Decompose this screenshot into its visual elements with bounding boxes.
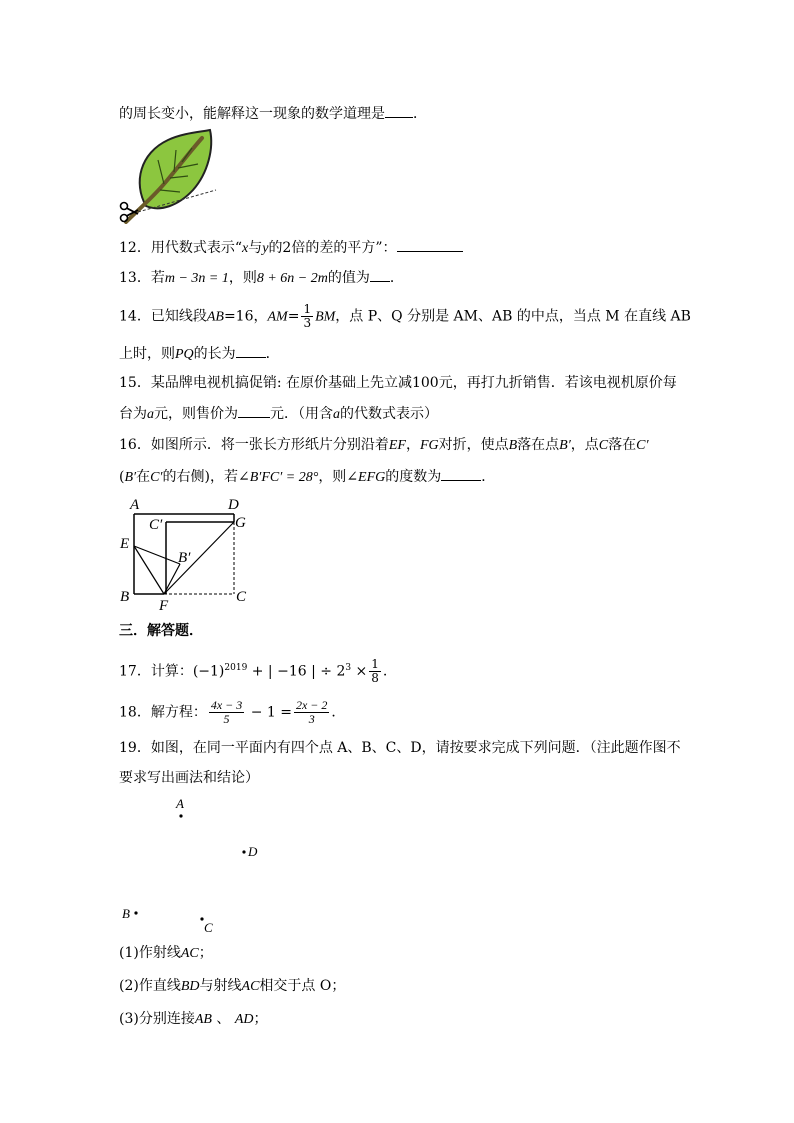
answer-blank[interactable] (397, 237, 463, 252)
q19-part-1: (1)作射线AC； (119, 945, 213, 961)
question-13: 13．若m − 3n = 1，则8 + 6n − 2m的值为 ． (119, 267, 404, 289)
label-c-prime: C′ (149, 517, 163, 533)
answer-blank[interactable] (370, 267, 390, 282)
section-title: 三．解答题． (119, 623, 203, 639)
label-b-prime: B′ (178, 550, 191, 566)
q19-part-2: (2)作直线BD与射线AC相交于点 O； (119, 978, 346, 994)
answer-blank[interactable] (236, 343, 266, 358)
fraction-lhs: $\frac{4x - 3}{5}$ (210, 698, 243, 726)
question-19-line1: 19．如图，在同一平面内有四个点 A、B、C、D，请按要求完成下列问题．（注此题作图不 (119, 740, 681, 756)
label-a: A (130, 497, 140, 513)
fraction-one-eighth: $\frac{1}{8}$ (371, 657, 379, 686)
q11-tail: 的周长变小，能解释这一现象的数学道理是 ． (119, 103, 427, 124)
fraction-rhs: $\frac{2x - 2}{3}$ (295, 698, 328, 726)
point-b-label: B (122, 906, 130, 921)
question-17: 17．计算：$(-1)^{2019}$ + | −16 | ÷ $2^3$ × $\frac{1}{8}$ . (119, 657, 388, 686)
label-f: F (159, 598, 169, 614)
question-19-line2: 要求写出画法和结论） (119, 770, 259, 786)
point-d (242, 850, 245, 853)
label-e: E (120, 536, 130, 552)
point-a (179, 814, 182, 817)
question-15-line2: 台为a元，则售价为 元．（用含a的代数式表示） (119, 403, 438, 425)
answer-blank[interactable] (238, 403, 270, 418)
question-15-line1: 15．某品牌电视机搞促销: 在原价基础上先立减100元，再打九折销售．若该电视机原价每 (119, 375, 677, 391)
question-14-line2: 上时，则PQ的长为 ． (119, 343, 280, 365)
point-d-label: D (248, 844, 258, 859)
answer-blank[interactable] (385, 103, 413, 118)
question-14-line1: 14．已知线段AB=16，AM= $\frac{1}{3}$ BM，点 P、Q 分别是 AM、AB 的中点，当点 M 在直线 AB (119, 302, 691, 330)
fraction-one-third: $\frac{1}{3}$ (303, 302, 312, 330)
question-16-line2: (B′在C′的右侧)，若∠B′FC′ = 28°，则∠EFG的度数为 ． (119, 466, 495, 488)
q19-part-3: (3)分别连接AB 、 AD； (119, 1011, 268, 1027)
point-a-label: A (176, 796, 184, 811)
answer-blank[interactable] (441, 466, 481, 481)
label-b: B (120, 589, 130, 605)
question-12: 12．用代数式表示“x与y的2倍的差的平方”： (119, 237, 463, 259)
question-16-line1: 16．如图所示．将一张长方形纸片分别沿着EF，FG对折，使点B落在点B′，点C落在C′ (119, 437, 649, 453)
label-d: D (228, 497, 239, 513)
label-g: G (235, 515, 246, 531)
point-c-label: C (204, 920, 213, 935)
label-c: C (236, 589, 247, 605)
point-b (134, 911, 137, 914)
leaf-scissors-figure (118, 128, 218, 224)
four-points-figure (116, 794, 276, 940)
question-18: 18．解方程： $\frac{4x - 3}{5}$ − 1 = $\frac{2x - 2}{3}$ ． (119, 698, 346, 726)
folding-rectangle-figure (116, 494, 256, 616)
